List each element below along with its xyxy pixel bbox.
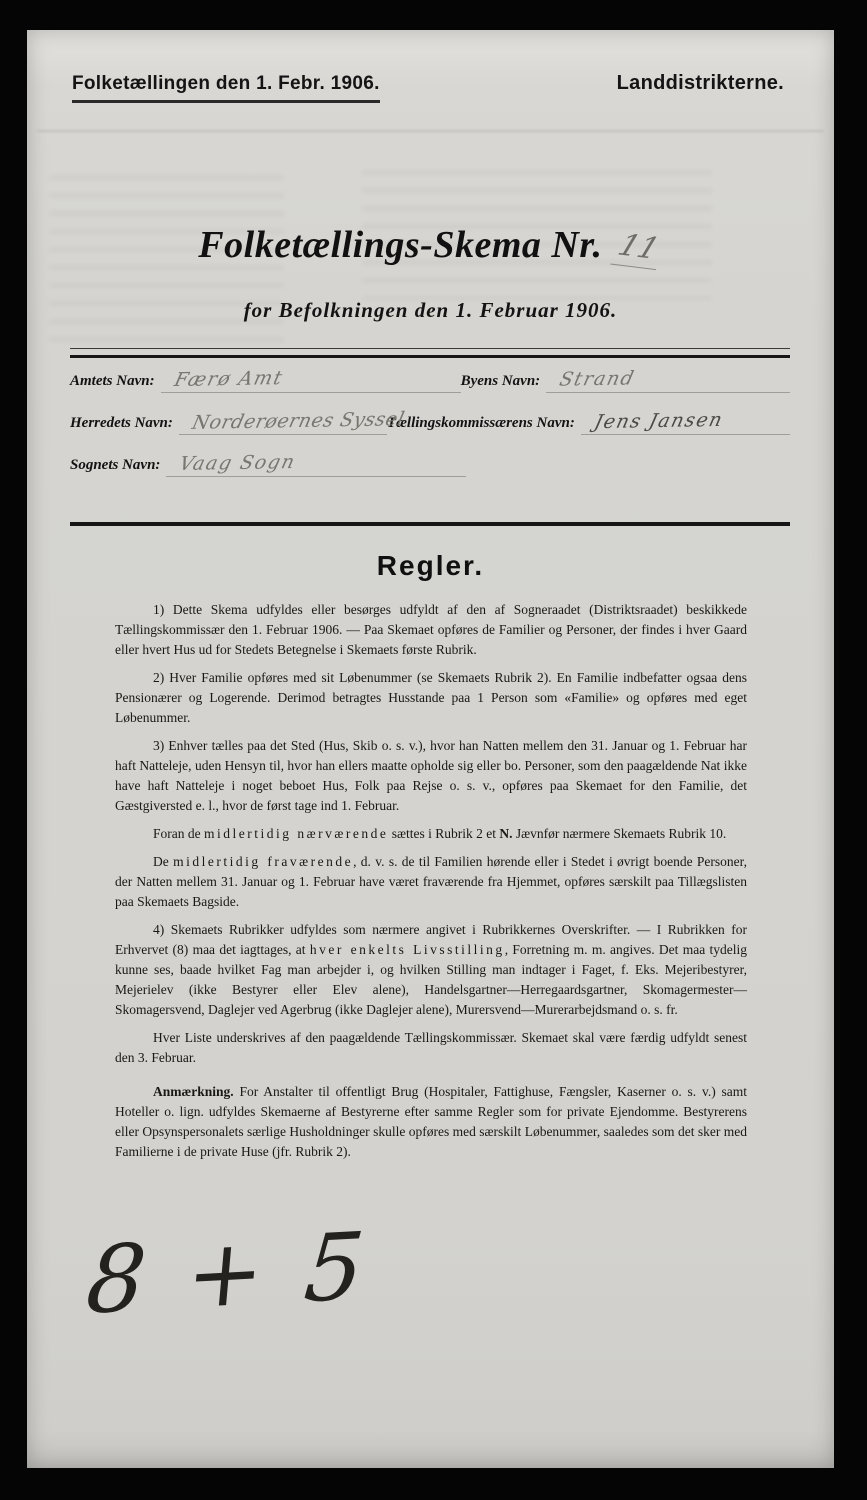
rule-text-segment: Jævnfør nærmere Skemaets Rubrik 10.: [512, 826, 727, 841]
rule-text-segment: 3) Enhver tælles paa det Sted (Hus, Skib o. s. v.), hvor han Natten mellem den 31. Januar og 1. Februar har haft Natteleje, uden Hensyn til, hvor han ellers maatte opholde sig eller bo. Personer, som den paagældende Nat ikke have haft Natteleje i noget beboet Hus, Folk paa Rejse o. s. v., opføres paa Skemaet for den Familie, det Gæstgiversted e. l., hvor de først tage ind 1. Februar.: [115, 738, 747, 813]
field-label-kommissaer-navn: Tællingskommissærens Navn:: [386, 415, 575, 431]
handwritten-amt-name: Færø Amt: [171, 367, 286, 391]
rule-text-segment: hver enkelts Livsstilling: [309, 942, 505, 957]
form-subtitle: for Befolkningen den 1. Februar 1906.: [243, 298, 618, 322]
field-entry-amtets-navn: [161, 368, 461, 393]
rule-text-segment: 1) Dette Skema udfyldes eller besørges udfyldt af den af Sogneraadet (Distriktsraadet) beskikkede Tællingskommissær den 1. Februar 1906. — Paa Skemaet opføres de Familier og Personer, der findes i hver Gaard eller hvert Hus ud for Stedets Betegnelse i Skemaets første Rubrik.: [115, 602, 747, 657]
form-title: Folketællings-Skema Nr.: [198, 224, 603, 266]
document-page: [27, 30, 834, 1468]
rule-text-segment: Anmærkning.: [153, 1084, 234, 1099]
rule-text-segment: Foran de: [153, 826, 204, 841]
rule-paragraph: [115, 852, 747, 912]
rule-text-segment: Hver Liste underskrives af den paagældende Tællingskommissær. Skemaet skal være færdig udfyldt senest den 3. Februar.: [115, 1030, 747, 1065]
rule-text-segment: 4) Skemaets Rubrikker udfyldes som nærmere angivet i Rubrikkernes Overskrifter. — I Rubrikken for Erhvervet (8) maa det iagttages, at: [115, 922, 747, 957]
field-label-amtets-navn: Amtets Navn:: [70, 373, 155, 389]
handwritten-commissioner-name: Jens Jansen: [592, 408, 726, 434]
bleed-through-line: [37, 130, 824, 132]
handwritten-sum-note: 8 + 5: [82, 1212, 375, 1335]
rules-paragraphs: [115, 600, 747, 1170]
rule-paragraph: [115, 736, 747, 816]
divider-top: [70, 348, 790, 358]
field-entry-herredets-navn: [179, 408, 407, 435]
divider-bottom: [70, 516, 790, 526]
rule-paragraph: [115, 1028, 747, 1068]
rule-paragraph: [115, 1082, 747, 1162]
handwritten-town-name: Strand: [557, 367, 638, 391]
field-label-herredets-navn: Herredets Navn:: [70, 415, 173, 431]
field-entry-byens-navn: [546, 368, 790, 393]
rule-paragraph: [115, 824, 747, 844]
rules-heading: Regler.: [376, 550, 485, 581]
field-label-byens-navn: Byens Navn:: [460, 373, 541, 389]
rule-text-segment: midlertidig nærværende: [204, 826, 389, 841]
field-row-3: [70, 452, 790, 494]
rule-text-segment: N.: [499, 826, 513, 841]
handwritten-herred-name: Norderøernes Syssel: [189, 408, 407, 434]
field-label-sognets-navn: Sognets Navn:: [70, 457, 161, 473]
rule-paragraph: [115, 920, 747, 1020]
rule-text-segment: 2) Hver Familie opføres med sit Løbenummer (se Skemaets Rubrik 2). En Familie indbefatter ogsaa dens Pensionærer og Logerende. Derimod betragtes Husstande paa 1 Person som «Familie» og opføres med eget Løbenummer.: [115, 670, 747, 725]
field-row-2: [70, 410, 790, 452]
rule-text-segment: De: [153, 854, 174, 869]
rule-paragraph: [115, 668, 747, 728]
field-row-1: [70, 368, 790, 410]
field-entry-kommissaer-navn: [581, 410, 790, 435]
rule-text-segment: sættes i Rubrik 2 et: [388, 826, 500, 841]
form-title-row: [27, 223, 834, 268]
form-fields: [70, 368, 790, 494]
rule-text-segment: For Anstalter til offentligt Brug (Hospitaler, Fattighuse, Fængsler, Kaserner o. s. v.) samt Hoteller o. lign. udfyldes Skemaerne af Bestyrerne efter samme Regler som for private Ejendomme. Bestyrerens eller Opsynspersonalets særlige Husholdninger skulle opføres med særskilt Løbenummer, saaledes som det sker med Familierne i de private Huse (jfr. Rubrik 2).: [115, 1084, 747, 1159]
rule-paragraph: [115, 600, 747, 660]
district-type-heading: Landdistrikterne.: [616, 72, 784, 94]
rule-text-segment: , d. v. s. de til Familien hørende eller i Stedet i øvrigt boende Personer, der Natten mellem 31. Januar og 1. Februar have været fraværende fra Hjemmet, opføres særskilt paa Tillægslisten paa Skemaets Bagside.: [115, 854, 747, 909]
form-number-handwritten: 11: [610, 228, 670, 270]
field-entry-sognets-navn: [166, 452, 466, 477]
census-date-heading: Folketællingen den 1. Febr. 1906.: [72, 73, 380, 103]
handwritten-parish-name: Vaag Sogn: [177, 450, 299, 476]
rule-text-segment: midlertidig fraværende: [173, 854, 354, 869]
page-header: [72, 72, 784, 103]
rule-text-segment: , Forretning m. m. angives. Det maa tydelig kunne ses, baade hvilket Fag man arbejder i, og hvilken Stilling man indtager i Faget, f. Eks. Mejeribestyrer, Mejerielev (ikke Bestyrer eller Elev alene), Handelsgartner—Herregaardsgartner, Skomagermester—Skomagersvend, Daglejer ved Agerbrug (ikke Daglejer alene), Murersvend—Murerarbejdsmand o. s. fr.: [115, 942, 747, 1017]
